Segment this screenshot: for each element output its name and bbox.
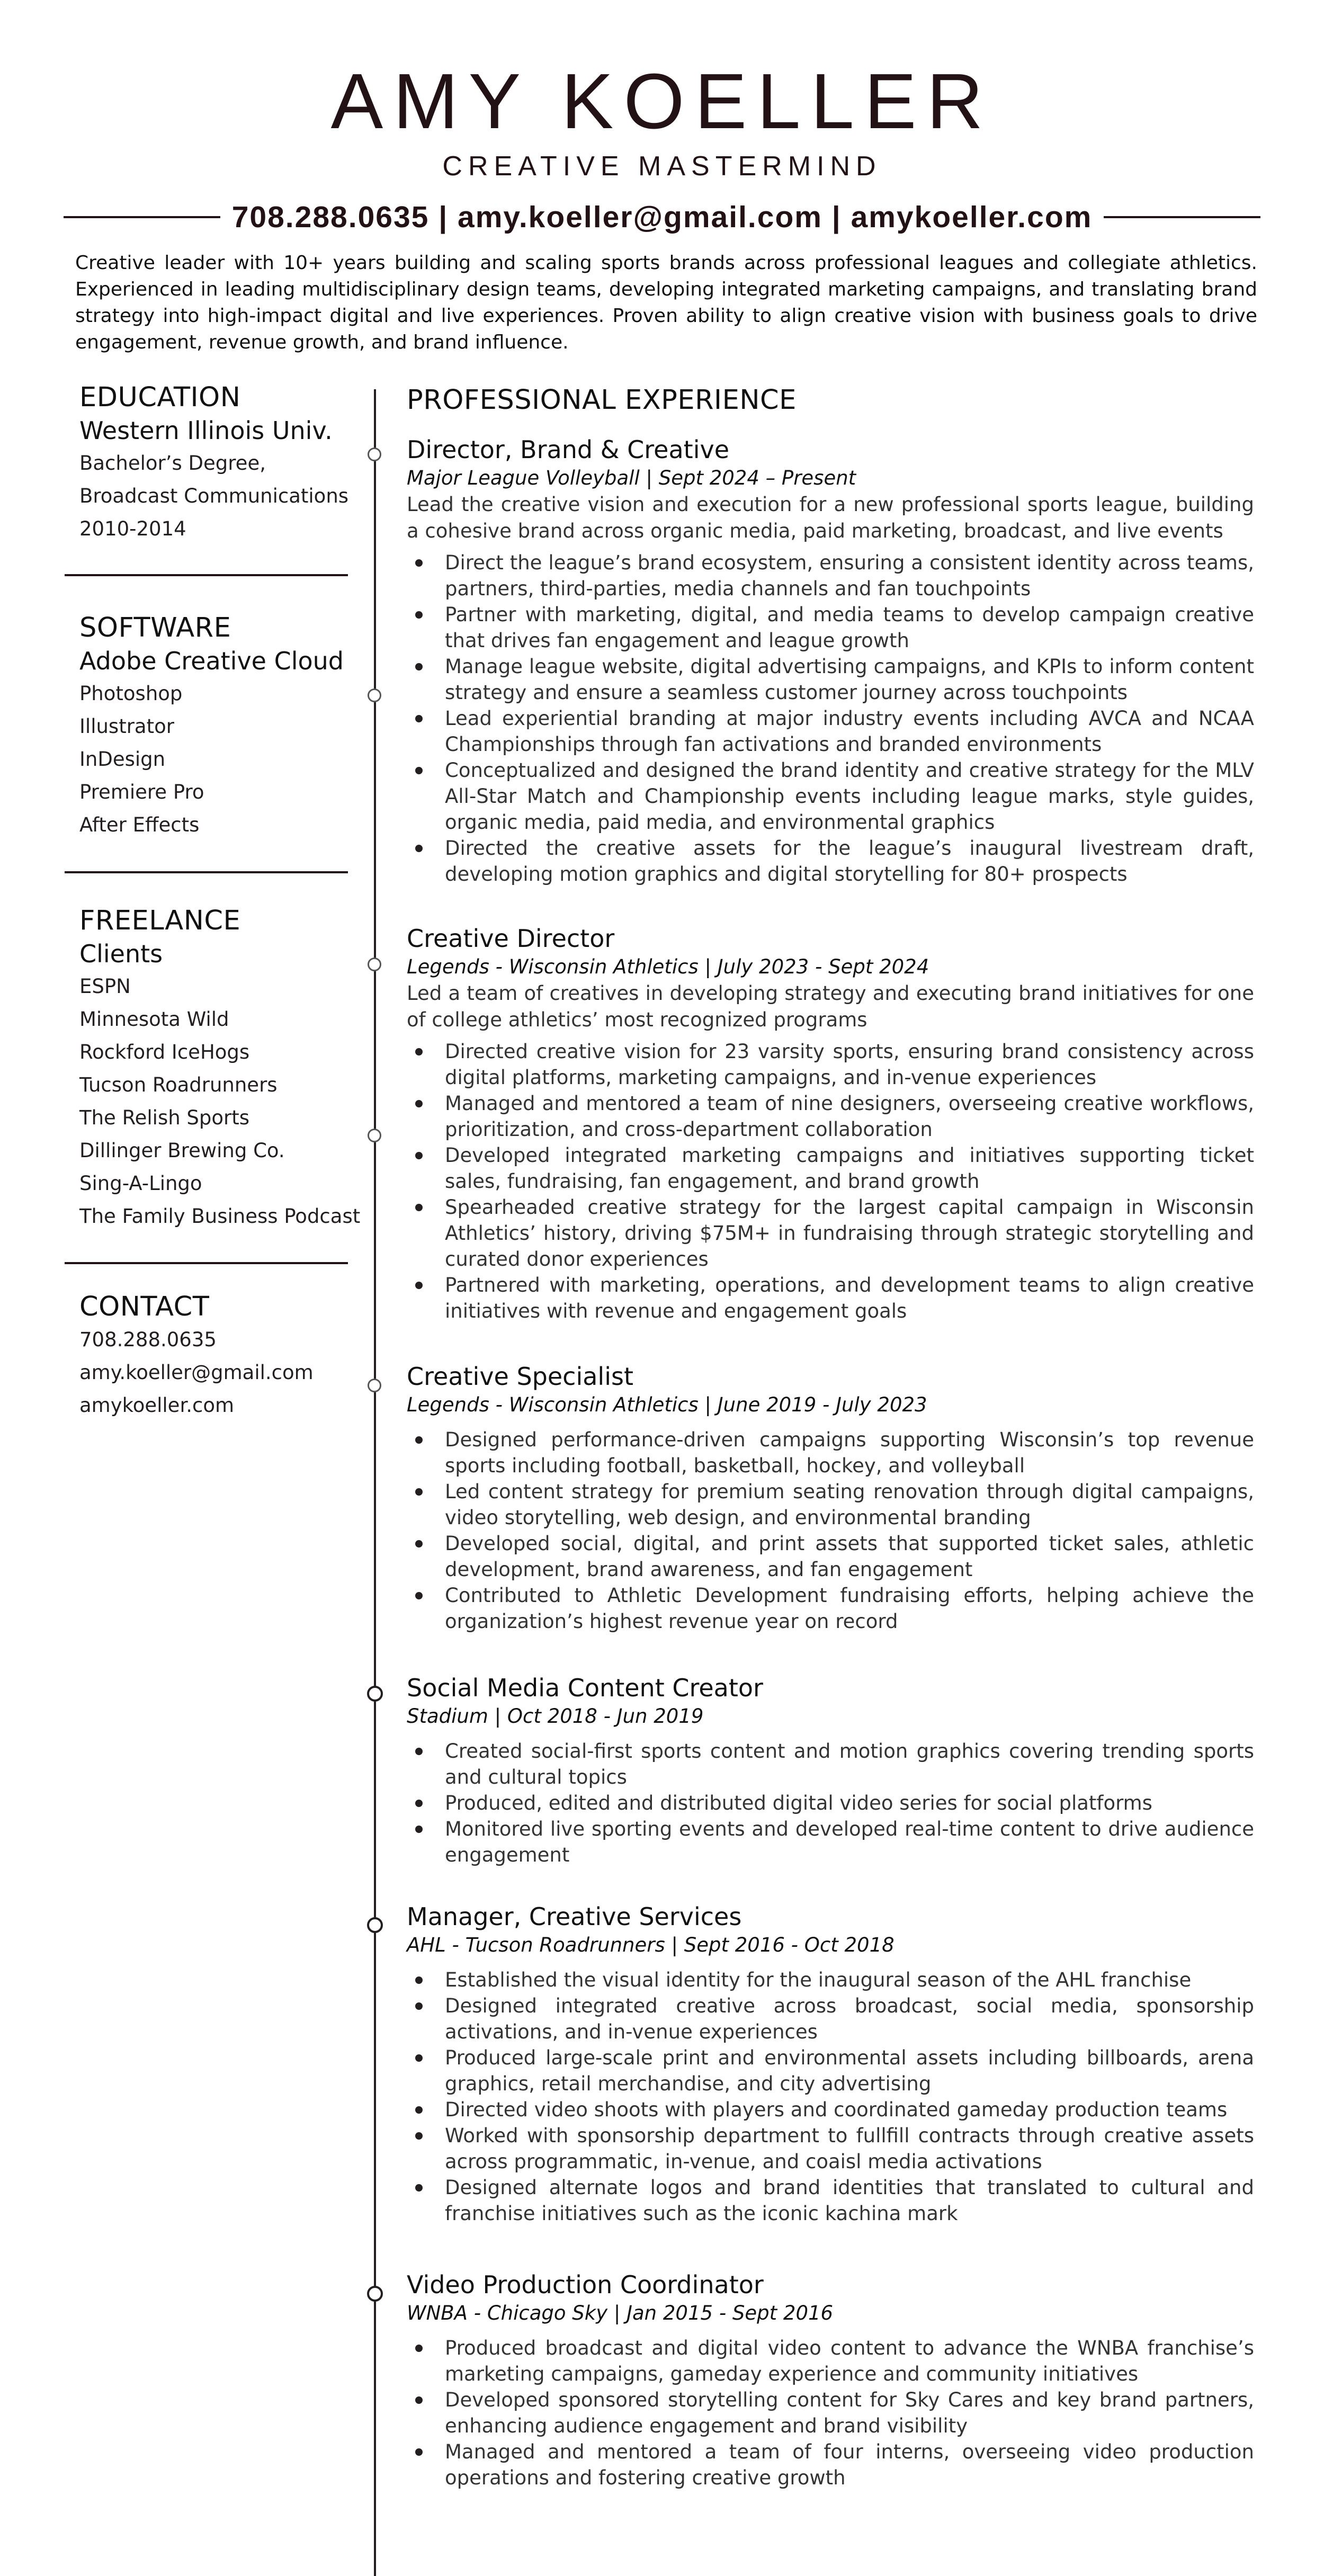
resume-name: AMY KOELLER <box>330 58 994 145</box>
section-divider <box>65 574 348 576</box>
freelance-client: The Relish Sports <box>79 1106 250 1129</box>
education-heading: EDUCATION <box>79 382 241 413</box>
timeline-dot <box>368 958 381 971</box>
job-entry <box>407 434 1254 887</box>
software-item: InDesign <box>79 748 166 771</box>
freelance-client: Dillinger Brewing Co. <box>79 1139 285 1162</box>
education-school: Western Illinois Univ. <box>79 416 333 445</box>
job-bullet: Developed social, digital, and print assets that supported ticket sales, athletic development, brand awareness, and fan engagement <box>407 1531 1254 1582</box>
job-bullets <box>407 1967 1254 2226</box>
timeline-line <box>374 389 376 2576</box>
freelance-heading: FREELANCE <box>79 905 241 936</box>
job-bullet: Managed and mentored a team of nine designers, overseeing creative workflows, prioritization, and cross-department collaboration <box>407 1090 1254 1142</box>
education-item: Bachelor’s Degree, <box>79 452 266 475</box>
freelance-client: ESPN <box>79 975 131 998</box>
job-title: Video Production Coordinator <box>407 2270 764 2299</box>
job-bullet: Developed sponsored storytelling content for Sky Cares and key brand partners, enhancing audience engagement and brand visibility <box>407 2387 1254 2439</box>
freelance-subheading: Clients <box>79 940 163 968</box>
contact-heading: CONTACT <box>79 1291 210 1322</box>
job-title: Director, Brand & Creative <box>407 435 730 464</box>
job-description: Lead the creative vision and execution for a new professional sports league, building a cohesive brand across organic media, paid marketing, broadcast, and live events <box>407 493 1254 542</box>
freelance-client: Tucson Roadrunners <box>79 1074 278 1096</box>
job-bullet: Worked with sponsorship department to fullfill contracts through creative assets across programmatic, in-venue, and coaisl media activations <box>407 2123 1254 2175</box>
timeline-dot <box>368 688 381 702</box>
job-meta: Legends - Wisconsin Athletics | June 2019 - July 2023 <box>407 1393 927 1416</box>
job-entry <box>407 1361 1254 1634</box>
job-bullets <box>407 1738 1254 1868</box>
job-bullet: Monitored live sporting events and developed real-time content to drive audience engagement <box>407 1816 1254 1868</box>
job-bullet: Managed and mentored a team of four interns, overseeing video production operations and fostering creative growth <box>407 2439 1254 2491</box>
job-bullet: Conceptualized and designed the brand identity and creative strategy for the MLV All-Star Match and Championship events including league marks, style guides, organic media, paid media, and environmental graphics <box>407 757 1254 835</box>
timeline-dot <box>367 1686 383 1702</box>
job-entry <box>407 1901 1254 2226</box>
job-entry <box>407 923 1254 1324</box>
job-meta: WNBA - Chicago Sky | Jan 2015 - Sept 2016 <box>407 2302 834 2324</box>
summary-paragraph: Creative leader with 10+ years building and scaling sports brands across professional leagues and collegiate athletics. Experienced in leading multidisciplinary design teams, developing integrated marketing campaigns, and translating brand strategy into high-impact digital and live experiences. Proven ability to align creative vision with business goals to drive engagement, revenue growth, and brand influence. <box>75 252 1257 353</box>
job-bullet: Partner with marketing, digital, and media teams to develop campaign creative that drives fan engagement and league growth <box>407 602 1254 654</box>
contact-section <box>79 1291 360 1422</box>
job-bullet: Created social-first sports content and motion graphics covering trending sports and cultural topics <box>407 1738 1254 1790</box>
software-item: Illustrator <box>79 715 174 738</box>
job-bullets <box>407 1039 1254 1324</box>
job-bullet: Produced, edited and distributed digital video series for social platforms <box>407 1790 1254 1816</box>
freelance-client: Rockford IceHogs <box>79 1041 250 1063</box>
software-item: After Effects <box>79 813 200 836</box>
freelance-client: The Family Business Podcast <box>79 1205 361 1228</box>
job-bullet: Partnered with marketing, operations, and development teams to align creative initiatives with revenue and engagement goals <box>407 1272 1254 1324</box>
left-column <box>79 381 360 545</box>
job-entry <box>407 2269 1254 2491</box>
timeline-dot <box>367 2286 383 2302</box>
section-divider <box>65 871 348 873</box>
job-title: Creative Specialist <box>407 1362 633 1391</box>
contact-bar <box>64 196 1260 238</box>
experience-heading: PROFESSIONAL EXPERIENCE <box>407 384 797 416</box>
software-heading: SOFTWARE <box>79 612 231 643</box>
education-section <box>79 381 360 545</box>
job-bullet: Produced broadcast and digital video content to advance the WNBA franchise’s marketing campaigns, gameday experience and community initiatives <box>407 2335 1254 2387</box>
contact-line: 708.288.0635 | amy.koeller@gmail.com | amykoeller.com <box>231 200 1093 234</box>
freelance-client: Sing-A-Lingo <box>79 1172 202 1195</box>
section-divider <box>65 1262 348 1264</box>
timeline-dot <box>367 1917 383 1933</box>
freelance-client: Minnesota Wild <box>79 1008 229 1031</box>
education-item: 2010-2014 <box>79 517 186 540</box>
job-meta: Stadium | Oct 2018 - Jun 2019 <box>407 1705 704 1728</box>
job-bullet: Direct the league’s brand ecosystem, ensuring a consistent identity across teams, partners, third-parties, media channels and fan touchpoints <box>407 550 1254 602</box>
contact-rule-left <box>64 216 220 218</box>
contact-phone: 708.288.0635 <box>79 1328 217 1351</box>
software-section <box>79 612 360 842</box>
timeline-dot <box>368 1379 381 1392</box>
education-item: Broadcast Communications <box>79 485 349 507</box>
job-bullet: Produced large-scale print and environmental assets including billboards, arena graphics, retail merchandise, and city advertising <box>407 2045 1254 2097</box>
job-bullet: Manage league website, digital advertising campaigns, and KPIs to inform content strategy and ensure a seamless customer journey across touchpoints <box>407 654 1254 705</box>
job-bullet: Established the visual identity for the inaugural season of the AHL franchise <box>407 1967 1254 1993</box>
freelance-section <box>79 905 360 1233</box>
job-bullet: Contributed to Athletic Development fundraising efforts, helping achieve the organization’s highest revenue year on record <box>407 1582 1254 1634</box>
job-description: Led a team of creatives in developing strategy and executing brand initiatives for one of college athletics’ most recognized programs <box>407 982 1254 1031</box>
job-bullet: Spearheaded creative strategy for the largest capital campaign in Wisconsin Athletics’ history, driving $75M+ in fundraising through strategic storytelling and curated donor experiences <box>407 1194 1254 1272</box>
job-bullets <box>407 1427 1254 1634</box>
job-meta: Legends - Wisconsin Athletics | July 2023 - Sept 2024 <box>407 955 929 978</box>
job-bullet: Lead experiential branding at major industry events including AVCA and NCAA Championships through fan activations and branded environments <box>407 705 1254 757</box>
job-bullet: Directed the creative assets for the league’s inaugural livestream draft, developing motion graphics and digital storytelling for 80+ prospects <box>407 835 1254 887</box>
job-bullet: Directed creative vision for 23 varsity sports, ensuring brand consistency across digital platforms, marketing campaigns, and in-venue experiences <box>407 1039 1254 1090</box>
job-meta: Major League Volleyball | Sept 2024 – Present <box>407 467 856 489</box>
software-subheading: Adobe Creative Cloud <box>79 647 344 675</box>
job-bullet: Directed video shoots with players and coordinated gameday production teams <box>407 2097 1254 2123</box>
job-bullet: Led content strategy for premium seating renovation through digital campaigns, video storytelling, web design, and environmental branding <box>407 1479 1254 1531</box>
contact-email[interactable]: amy.koeller@gmail.com <box>79 1361 314 1384</box>
contact-rule-right <box>1104 216 1260 218</box>
contact-website[interactable]: amykoeller.com <box>79 1394 235 1417</box>
job-bullet: Designed performance-driven campaigns supporting Wisconsin’s top revenue sports including football, basketball, hockey, and volleyball <box>407 1427 1254 1479</box>
timeline-dot <box>368 1129 381 1142</box>
job-title: Social Media Content Creator <box>407 1674 763 1702</box>
job-entry <box>407 1672 1254 1868</box>
job-title: Creative Director <box>407 924 615 953</box>
job-title: Manager, Creative Services <box>407 1902 742 1931</box>
job-bullet: Designed integrated creative across broadcast, social media, sponsorship activations, and in-venue experiences <box>407 1993 1254 2045</box>
resume-title: CREATIVE MASTERMIND <box>442 151 882 182</box>
timeline-dot <box>368 448 381 461</box>
job-bullets <box>407 2335 1254 2491</box>
job-meta: AHL - Tucson Roadrunners | Sept 2016 - Oct 2018 <box>407 1934 894 1956</box>
software-item: Photoshop <box>79 682 183 705</box>
software-item: Premiere Pro <box>79 781 204 803</box>
job-bullet: Designed alternate logos and brand identities that translated to cultural and franchise initiatives such as the iconic kachina mark <box>407 2175 1254 2226</box>
job-bullet: Developed integrated marketing campaigns and initiatives supporting ticket sales, fundraising, fan engagement, and brand growth <box>407 1142 1254 1194</box>
job-bullets <box>407 550 1254 887</box>
